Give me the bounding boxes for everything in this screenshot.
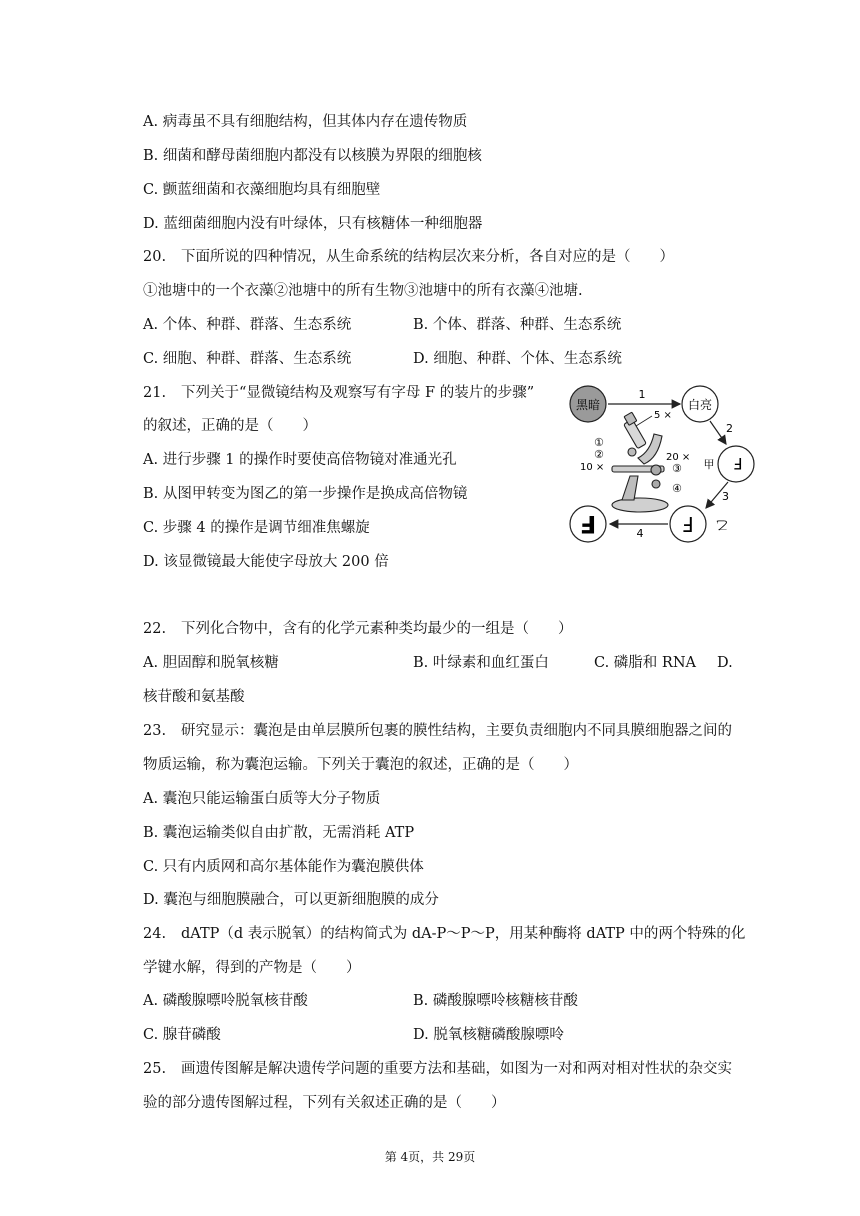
q23-stem-line1: 研究显示：囊泡是由单层膜所包裹的膜性结构，主要负责细胞内不同具膜细胞器之间的 <box>181 723 732 739</box>
q22-stem <box>143 619 573 639</box>
q22-option-d: D. <box>717 655 733 671</box>
step-4-label: 4 <box>636 527 644 540</box>
q19-option-d: D. 蓝细菌细胞内没有叶绿体，只有核糖体一种细胞器 <box>143 216 483 232</box>
q22-option-d-text: 核苷酸和氨基酸 <box>143 689 245 705</box>
view-yi-circle <box>670 506 728 542</box>
step-1-label: 1 <box>638 388 646 401</box>
bright-label: 白亮 <box>687 398 713 412</box>
q25-stem-line1: 画遗传图解是解决遗传学问题的重要方法和基础，如图为一对和两对相对性状的杂交实 <box>181 1061 732 1077</box>
q20-number: 20. <box>143 249 167 265</box>
q20-option-c: C. 细胞、种群、群落、生态系统 <box>143 351 352 367</box>
step-3-label: 3 <box>722 490 729 503</box>
q20-cases: ①池塘中的一个衣藻②池塘中的所有生物③池塘中的所有衣藻④池塘. <box>143 283 583 299</box>
letter-f-large: F <box>579 510 597 538</box>
q22-stem-text: 下列化合物中，含有的化学元素种类均最少的一组是（ ） <box>181 621 573 637</box>
part-3-label: ③ <box>672 462 682 475</box>
q20-options-row2 <box>143 349 663 369</box>
q25-number: 25. <box>143 1061 167 1077</box>
q20-option-d: D. 细胞、种群、个体、生态系统 <box>413 351 622 367</box>
part-1-label: ① <box>594 436 604 449</box>
q23-option-b: B. 囊泡运输类似自由扩散，无需消耗 ATP <box>143 825 415 841</box>
q21-option-d: D. 该显微镜最大能使字母放大 200 倍 <box>143 554 389 570</box>
q24-options-row2 <box>143 1025 663 1045</box>
q24-option-c: C. 腺苷磷酸 <box>143 1027 221 1043</box>
q25-stem <box>143 1059 732 1079</box>
microscope-figure <box>560 380 760 552</box>
q21-stem-line2: 的叙述，正确的是（ ） <box>143 418 317 434</box>
q23-option-a: A. 囊泡只能运输蛋白质等大分子物质 <box>143 791 381 807</box>
mag-5x-label: 5 × <box>654 410 672 421</box>
q24-number: 24. <box>143 926 167 942</box>
jia-label: 甲 <box>703 458 715 471</box>
q20-stem-text: 下面所说的四种情况，从生命系统的结构层次来分析，各自对应的是（ ） <box>181 249 674 265</box>
q21-number: 21. <box>143 385 167 401</box>
q21-stem-line1: 下列关于“显微镜结构及观察写有字母 F 的装片的步骤” <box>181 385 535 401</box>
q23-number: 23. <box>143 723 167 739</box>
q22-number: 22. <box>143 621 167 637</box>
q24-options-row1 <box>143 991 663 1011</box>
q24-stem-line1: dATP（d 表示脱氧）的结构简式为 dA-P～P～P，用某种酶将 dATP 中的两个特殊的化 <box>181 926 746 942</box>
bright-field-circle <box>682 386 718 422</box>
q21-option-b: B. 从图甲转变为图乙的第一步操作是换成高倍物镜 <box>143 486 468 502</box>
view-jia-circle <box>704 446 755 482</box>
letter-f-small: F <box>733 454 743 473</box>
q21-option-c: C. 步骤 4 的操作是调节细准焦螺旋 <box>143 520 370 536</box>
q24-option-b: B. 磷酸腺嘌呤核糖核苷酸 <box>413 993 578 1009</box>
q22-option-c: C. 磷脂和 RNA <box>594 655 696 671</box>
mag-20x-label: 20 × <box>666 452 691 463</box>
q24-stem-line2: 学键水解，得到的产物是（ ） <box>143 960 361 976</box>
microscope-drawing <box>612 412 668 512</box>
q22-option-b: B. 叶绿素和血红蛋白 <box>413 655 549 671</box>
part-2-label: ② <box>594 448 604 461</box>
q21-option-a: A. 进行步骤 1 的操作时要使高倍物镜对准通光孔 <box>143 452 457 468</box>
dark-field-circle <box>570 386 606 422</box>
q22-option-a: A. 胆固醇和脱氧核糖 <box>143 655 279 671</box>
q25-stem-line2: 验的部分遗传图解过程，下列有关叙述正确的是（ ） <box>143 1095 506 1111</box>
q22-options-row <box>143 653 743 673</box>
arrow-step-2 <box>710 421 726 444</box>
q23-stem-line2: 物质运输，称为囊泡运输。下列关于囊泡的叙述，正确的是（ ） <box>143 757 578 773</box>
yi-label: 乙 <box>715 518 729 532</box>
q20-option-b: B. 个体、群落、种群、生态系统 <box>413 317 622 333</box>
q24-option-a: A. 磷酸腺嘌呤脱氧核苷酸 <box>143 993 308 1009</box>
q19-option-b: B. 细菌和酵母菌细胞内都没有以核膜为界限的细胞核 <box>143 148 482 164</box>
q24-stem <box>143 924 745 944</box>
letter-f-medium: F <box>682 512 694 536</box>
dark-label: 黑暗 <box>575 398 601 412</box>
q20-option-a: A. 个体、种群、群落、生态系统 <box>143 317 352 333</box>
q19-option-a: A. 病毒虽不具有细胞结构，但其体内存在遗传物质 <box>143 114 468 130</box>
mag-10x-label: 10 × <box>580 462 605 473</box>
q20-stem <box>143 247 674 267</box>
view-large-circle <box>570 506 606 542</box>
q23-option-c: C. 只有内质网和高尔基体能作为囊泡膜供体 <box>143 859 424 875</box>
q20-options-row1 <box>143 315 663 335</box>
q19-option-c: C. 颤蓝细菌和衣藻细胞均具有细胞壁 <box>143 182 381 198</box>
step-2-label: 2 <box>726 422 733 435</box>
q21-stem <box>143 383 534 403</box>
q23-option-d: D. 囊泡与细胞膜融合，可以更新细胞膜的成分 <box>143 892 439 908</box>
q23-stem <box>143 721 732 741</box>
q24-option-d: D. 脱氧核糖磷酸腺嘌呤 <box>413 1027 564 1043</box>
part-4-label: ④ <box>672 482 682 495</box>
page-footer: 第 4页，共 29页 <box>384 1150 476 1164</box>
